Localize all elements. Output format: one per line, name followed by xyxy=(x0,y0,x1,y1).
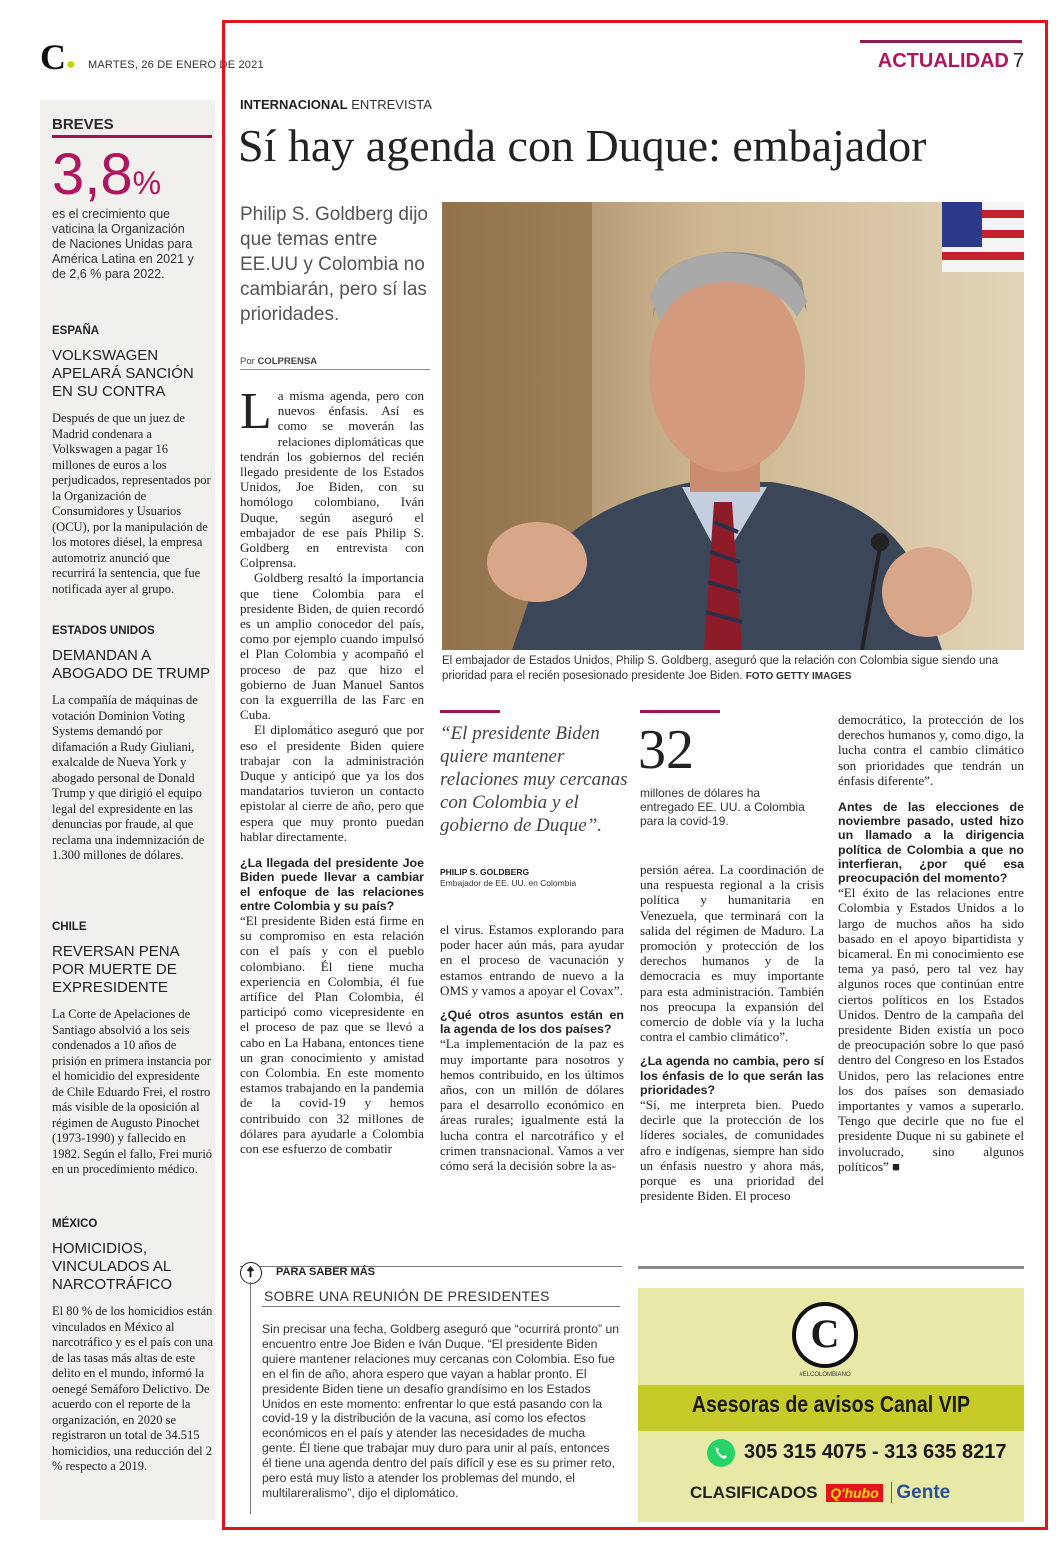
interview-question: Antes de las elecciones de noviembre pasado, usted hizo un llamado a la dirigencia política de Colombia a que no interfieran, ¿por qué esa preocupación del momento? xyxy=(838,800,1024,886)
brief-estados-unidos xyxy=(52,625,212,864)
article-section-tag: INTERNACIONAL ENTREVISTA xyxy=(240,97,432,112)
brand-gente: Gente xyxy=(891,1482,950,1503)
page-number: 7 xyxy=(1012,50,1024,72)
ad-brands xyxy=(690,1482,950,1504)
dropcap: L xyxy=(240,383,272,440)
brief-kicker: CHILE xyxy=(52,921,87,933)
pull-quote: “El presidente Biden quiere mantener relaciones muy cercanas con Colombia y el gobierno de Duque”. xyxy=(440,723,628,836)
article-column-3: persión aérea. La coordinación de una respuesta regional a la crisis política y humanitaria en Venezuela, que terminará con la salida del régimen de Maduro. La promoción y protección de los derechos humanos y de la democracia es muy importante para esta administración. También nos preocupa la expansión del comercio de doble vía y la lucha contra el cambio climático”. ¿La agenda no cambia, pero sí los énfasis de lo que serán las prioridades? “Sí, me interpreta bien. Puedo decirle que la protección de los líderes sociales, de comunidades afro e indígenas, siempre han sido un énfasis nuestro y ahora más, porque es una prioridad del presidente Biden. El proceso xyxy=(640,862,824,1204)
info-box-title: SOBRE UNA REUNIÓN DE PRESIDENTES xyxy=(264,1288,550,1304)
ad-title: Asesoras de avisos Canal VIP xyxy=(691,1391,971,1417)
stat-number: 32 xyxy=(638,719,694,781)
quote-rule xyxy=(440,710,500,713)
brief-headline: REVERSAN PENA POR MUERTE DE EXPRESIDENTE xyxy=(52,943,179,996)
issue-date: MARTES, 26 DE ENERO DE 2021 xyxy=(88,59,264,71)
info-box-side-rule xyxy=(250,1282,251,1514)
brief-chile xyxy=(52,921,212,1178)
article-column-1: La misma agenda, pero con nuevos énfasis. Así es como se moverán las relaciones diplomáticas que tendrán los gobiernos del recién llegado presidente de los Estados Unidos, Joe Biden, con su homólogo colombiano, Iván Duque, según aseguró el embajador de ese país Philip S. Goldberg en entrevista con Colprensa. Goldberg resaltó la importancia que tiene Colombia para el presidente Biden, de quien recordó es un amplio conocedor del país, como por ejemplo cuando impulsó el Plan Colombia y acompañó el proceso de paz que hizo el gobierno de Juan Manuel Santos con la exguerrilla de las Farc en Cuba. El diplomático aseguró que por eso el presidente Biden quiere trabajar con la administración Duque y anticipó que ya los dos mandatarios tuvieron un contacto epistolar al cierre de año, pero que espera que muy pronto puedan hablar directamente. ¿La llegada del presidente Joe Biden puede llevar a cambiar el enfoque de las relaciones entre Colombia y su país? “El presidente Biden está firme en su compromiso en esta relación con el país y con el pueblo colombiano. Él tiene mucha experiencia en Colombia, él fue artífice del Plan Colombia, él participó como vicepresidente en el proceso de paz que se llevó a cabo en La Habana, entonces tiene un gran conocimiento y amistad con Colombia. En este momento estamos trabajando en la pandemia de la covid-19 y hemos contribuido con 32 millones de dólares para ayudarle a Colombia con ese esfuerzo de combatir xyxy=(240,383,424,1156)
brief-kicker: MÉXICO xyxy=(52,1218,98,1230)
info-box-body: Sin precisar una fecha, Goldberg aseguró que “ocurrirá pronto” un encuentro entre Joe Biden e Iván Duque. “El presidente Biden quiere mantener relaciones muy cercanas con Colombia. Eso fue en el fin de año, ahora espero que vayan a hablar pronto. El presidente Biden tiene un desafío grandísimo en los Estados Unidos en este momento: enfrentar lo que está pasando con la covid-19 y la distribución de la vacuna, así como los efectos económicos en el país y atender las necesidades de mucha gente. Él tiene que trabajar muy duro para unir al país, entonces él tiene una agenda dentro del país difícil y ese es su primer reto, pero está muy listo a atender los problemas del mundo, el multilareralismo”, dijo el diplomático. xyxy=(262,1322,620,1500)
pin-icon xyxy=(240,1262,262,1284)
brief-mexico xyxy=(52,1218,212,1475)
article-byline: Por COLPRENSA xyxy=(240,356,318,367)
stat-rule xyxy=(640,710,720,713)
stat-desc: millones de dólares ha entregado EE. UU. a Colombia para la covid-19. xyxy=(640,786,805,828)
article-column-4: democrático, la protección de los derechos humanos y, como digo, la lucha contra el cambio climático son prioridades que tendrán un énfasis diferente”. Antes de las elecciones de noviembre pasado, usted hizo un llamado a la dirigencia política de Colombia a que no interfieran, ¿por qué esa preocupación del momento? “El éxito de las relaciones entre Colombia y Estados Unidos a lo largo de muchos años ha sido basado en el apoyo bipartidista y bicameral. En mi conocimiento ese tema ya pasó, pero tal vez hay algunos roces que continúan entre ciertos políticos en los Estados Unidos. Dentro de la campaña del presidente Biden existía un poco de preocupación sobre lo que pasó dentro del Congreso en los Estados Unidos, pero las relaciones entre los dos países son demasiado importantes y vamos a superarlo. Tengo que decirle que no fue el presidente Duque ni su gabinete el involucrado, sino algunos políticos” ■ xyxy=(838,712,1024,1174)
brief-kicker: ESPAÑA xyxy=(52,325,100,337)
brand-clasificados: CLASIFICADOS xyxy=(690,1483,818,1502)
breves-big-number: 3,8% xyxy=(52,142,162,207)
interview-question: ¿La llegada del presidente Joe Biden puede llevar a cambiar el enfoque de las relaciones entre Colombia y su país? xyxy=(240,856,424,913)
brief-espana xyxy=(52,325,212,597)
breves-rule xyxy=(52,135,212,138)
brief-body: Después de que un juez de Madrid condenara a Volkswagen a pagar 16 millones de euros a los perjudicados, representados por la Organización de Consumidores y Usuarios (OCU), por la manipulación de los motores diésel, la empresa automotriz anunció que recurrirá la sentencia, que fue notificada ayer al grupo. xyxy=(52,411,211,596)
brief-headline: DEMANDAN A ABOGADO DE TRUMP xyxy=(52,647,211,682)
photo-caption: El embajador de Estados Unidos, Philip S. Goldberg, aseguró que la relación con Colombia sigue siendo una prioridad para el recién posesionado presidente Joe Biden. FOTO GETTY IMAGES xyxy=(442,655,999,682)
brief-body: La Corte de Apelaciones de Santiago absolvió a los seis condenados a 10 años de prisión en primera instancia por el homicidio del expresidente de Chile Eduardo Frei, el rostro más visible de la oposición al régimen de Augusto Pinochet (1973-1990) y fallecido en 1982. Según el fallo, Frei murió en un procedimiento médico. xyxy=(52,1007,213,1176)
interview-question: ¿La agenda no cambia, pero sí los énfasis de lo que serán las prioridades? xyxy=(640,1054,824,1097)
breves-title: BREVES xyxy=(52,116,114,133)
pull-quote-role: Embajador de EE. UU. en Colombia xyxy=(440,878,577,888)
brand-qhubo: Q'hubo xyxy=(826,1484,882,1502)
brief-body: El 80 % de los homicidios están vinculados en México al narcotráfico y es el país con una de las tasas más altas de este delito en el mundo, informó la oenegé Semáforo Delictivo. De acuerdo con el reporte de la organización, en 2020 se registraron un total de 34.515 homicidios, una reducción del 2 % respecto a 2019. xyxy=(52,1304,214,1473)
ad-phone: 305 315 4075 - 313 635 8217 xyxy=(744,1441,1007,1463)
article-lede: Philip S. Goldberg dijo que temas entre EE.UU y Colombia no cambiarán, pero sí las prioridades. xyxy=(240,204,428,325)
brief-headline: HOMICIDIOS, VINCULADOS AL NARCOTRÁFICO xyxy=(52,1240,172,1293)
ad-logo: C xyxy=(792,1302,858,1368)
info-box-title-rule xyxy=(262,1306,620,1307)
newspaper-logo: C● xyxy=(40,37,76,77)
byline-rule xyxy=(240,369,430,370)
brief-kicker: ESTADOS UNIDOS xyxy=(52,625,155,637)
interview-question: ¿Qué otros asuntos están en la agenda de los dos países? xyxy=(440,1008,624,1037)
info-box-kicker: PARA SABER MÁS xyxy=(276,1266,376,1278)
photo-credit: FOTO GETTY IMAGES xyxy=(745,670,852,682)
brief-headline: VOLKSWAGEN APELARÁ SANCIÓN EN SU CONTRA xyxy=(52,347,194,400)
section-label: ACTUALIDAD 7 xyxy=(877,50,1024,72)
article-headline: Sí hay agenda con Duque: embajador xyxy=(238,120,927,171)
article-column-2: el virus. Estamos explorando para poder hacer aún más, para ayudar en el proceso de vacunación y estamos entrando de nuevo a la OMS y vamos a apoyar el Covax”. ¿Qué otros asuntos están en la agenda de los dos países? “La implementación de la paz es muy importante para nosotros y hemos contribuido, en los últimos años, con un millón de dólares para el desarrollo económico en áreas rurales; igualmente está la lucha contra el narcotráfico y el crimen transnacional. Vamos a ver cómo será la decisión sobre la as- xyxy=(440,922,624,1174)
whatsapp-icon xyxy=(706,1438,736,1468)
pull-quote-author: PHILIP S. GOLDBERG xyxy=(440,867,530,877)
ambassador-photo xyxy=(442,202,1024,650)
ad-logo-sub: #ELCOLOMBIANO xyxy=(799,1372,851,1378)
brief-body: La compañía de máquinas de votación Dominion Voting Systems demandó por difamación a Rudy Giuliani, exalcalde de Nueva York y abogado personal de Donald Trump y que dirigió el equipo legal del expresidente en las denuncias por fraude, al que reclama una indemnización de 1.300 millones de dólares. xyxy=(52,693,205,862)
ad-top-rule xyxy=(638,1266,1024,1269)
breves-big-number-desc: es el crecimiento que vaticina la Organización de Naciones Unidas para América Latina en 2021 y de 2,6 % para 2022. xyxy=(52,207,194,281)
